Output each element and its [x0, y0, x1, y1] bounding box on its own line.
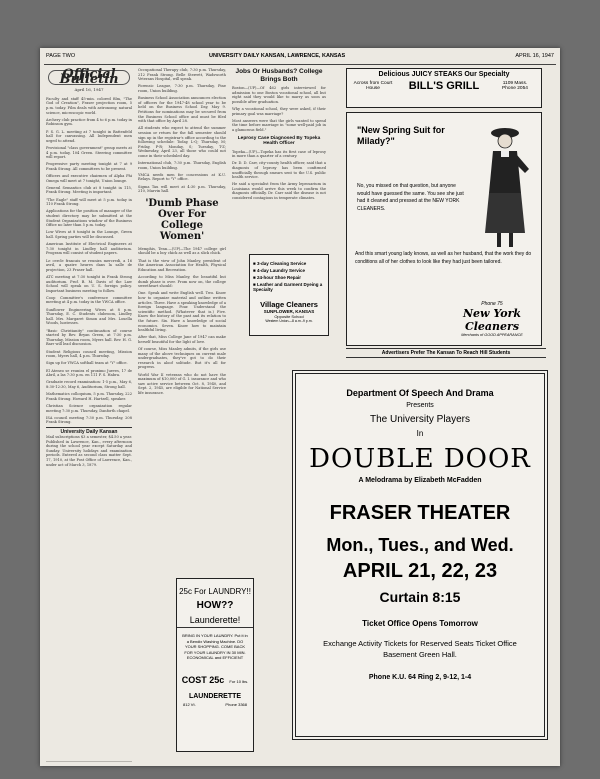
page-header: [44, 50, 556, 65]
page-date: APRIL 16, 1947: [515, 53, 554, 59]
paragraph: El Ateneo se reunira el proximo Jueves, 17 de Abril, a las 7:30 p.m. en 111 F. S. Habra.: [46, 368, 132, 378]
masthead-title: University Daily Kansan: [60, 429, 118, 436]
theater-in: In: [416, 429, 424, 438]
performance-days: Mon., Tues., and Wed.: [326, 535, 514, 555]
play-title: DOUBLE DOOR: [309, 444, 531, 474]
exchange-text: Exchange Activity Tickets for Reserved Seats Ticket Office Basement Green Hall.: [323, 639, 517, 659]
new-york-cleaners-ad: [346, 112, 542, 346]
paragraph: YMCA needs men for concessions at K.U. Relays. Report to "Y" office.: [138, 172, 226, 182]
bulletin-date: April 16, 1947: [74, 87, 104, 93]
paper-name: UNIVERSITY DAILY KANSAN, LAWRENCE, KANSAS: [209, 53, 346, 59]
curtain-time: Curtain 8:15: [379, 589, 461, 605]
bulletin-title: Official Bulletin: [48, 70, 130, 85]
cleaners-location: SUNFLOWER, KANSAS: [263, 309, 315, 314]
paragraph: Topeka—(UP)—Topeka has its first case of leprosy in more than a quarter of a century.: [232, 149, 326, 159]
cleaner-service-item: [253, 268, 325, 273]
dumb-phase-story: [138, 247, 226, 396]
paragraph: Why a vocational school, they were asked, if their primary goal was marriage?: [232, 106, 326, 116]
bullet-icon: ■: [253, 268, 257, 273]
paragraph: Most answers were that the girls wanted to spend the time before marriage in "some well-paid job in a glamorous field.": [232, 118, 326, 132]
theater-phone: Phone K.U. 64 Ring 2, 9-12, 1-4: [368, 674, 472, 681]
paragraph: Archery club practice from 4 to 6 p.m. today in Robinson gym.: [46, 117, 132, 127]
paragraph: Graduate record examination: 1-5 p.m., May 6, 8:30-12:30, May 6, Auditorium, Strong hall.: [46, 380, 132, 389]
advertisers-line: Advertisers Prefer The Kansan To Reach Hill Students: [346, 348, 546, 358]
village-cleaners-ad: [249, 254, 329, 336]
paragraph: ISA council meeting 7:30 p.m. Thursday, 208 Frank Strong.: [46, 415, 132, 425]
theater-venue: FRASER THEATER: [329, 502, 511, 524]
ticket-office: Ticket Office Opens Tomorrow: [362, 619, 478, 628]
paragraph: Of course, Miss Manley admits, if the girls use many of the above techniques on current male undergraduates, they've got to do their research in aloof solitude. But it's all for progress.: [138, 347, 226, 370]
cleaner-services: [250, 255, 328, 298]
leprosy-headline: Leprosy Case Diagnosed By Topeka Health Officer: [237, 135, 321, 147]
grill-address: 1109 Mass.: [502, 81, 528, 86]
laundry-footer-name: LAUNDERETTE: [188, 692, 242, 700]
paragraph: Business School Association announces election of officers for the 1947-48 school year to be held on the Business School Day, May 9. Petitions for nominations may be secured from the Business School office and must be filed with that office by April 28.: [138, 96, 226, 124]
paragraph: All students who expect to attend the summer session or return for the fall semester should sign up in the registrar's office according to the following schedule: Today, L-Q; Thursday, M; Friday, P-R; Monday, S; Tuesday, T-Z; Wednesday, April 23, all those who could not come in their scheduled day.: [138, 126, 226, 158]
performance-dates: APRIL 21, 22, 23: [342, 560, 498, 582]
paragraph: Officers and executive chairmen of Alpha Phi Omega will meet at 7 tonight, Union lounge.: [46, 174, 132, 183]
service-label: Leather and Garment Dyeing a Specialty: [253, 282, 323, 292]
laundry-cost: COST 25c: [181, 674, 225, 685]
theater-presents: Presents: [406, 402, 434, 409]
paragraph: According to Miss Manley, the beautiful but dumb phase is over. From now on, the college sweetheart should:: [138, 274, 226, 289]
laundry-brand: Launderette!: [189, 615, 241, 625]
theater-dept: Department Of Speech And Drama: [346, 388, 494, 398]
paragraph: Mathematics colloquium, 5 p.m. Thursday, 222 Frank Strong. Howard H. Hartzell, speaker.: [46, 392, 132, 401]
paragraph: That is the view of John Manley, president of the American Association for Health, Physical Education and Recreation.: [138, 258, 226, 272]
bullet-icon: ■: [253, 275, 257, 280]
paragraph: P. S. G. L. meeting at 7 tonight in Battenfeld hall for canvassing. All Independent men urged to attend.: [46, 129, 132, 143]
bullet-icon: ■: [253, 261, 257, 266]
grill-name: BILL'S GRILL: [408, 80, 480, 92]
laundry-cost-small: For 10 lbs.: [229, 678, 249, 684]
masthead-text: Mail subscriptions $3 a semester, $4.50 a year. Published in Lawrence, Kan., every afternoon during the school year except Saturday and Sunday. University holidays and examination periods. Entered as second class matter Sept. 17, 1910, at the Post Office of Lawrence, Kan., under act of March 3, 1879.: [46, 435, 132, 467]
nyc-headline: "New Spring Suit for Milady?": [357, 125, 445, 146]
paragraph: Forensic League, 7:30 p.m. Thursday, Pine room, Union building.: [138, 84, 226, 93]
paragraph: Sunflower Engineering Wives at 8 p.m. Thursday, E. C. Students clubroom, Lindley hall. Mrs. Margaret Simon and Mrs. Louella Woods, hostesses.: [46, 307, 132, 326]
paragraph: Boston—(UP)—Of 462 girls interviewed for admission to one Boston vocational school, all but eight said they would like to marry as soon as possible after graduation.: [232, 86, 326, 104]
grill-location: Across from Court House: [353, 81, 393, 91]
paragraph: Applications for the position of manager of the student directory may be submitted at the Student Organizations window of the Business Office no later than 5 p.m. today.: [46, 209, 132, 228]
paragraph: After that, Miss College Jane of 1947 can make herself beautiful for the light of love.: [138, 335, 226, 344]
jobs-column: [232, 68, 326, 248]
grill-phone: Phone 2054: [502, 86, 528, 91]
nyc-tag: Merchants of GOOD APPEARANCE: [461, 333, 523, 337]
page-bottom-edge: [46, 758, 132, 762]
nyc-phone: Phone 75: [481, 301, 503, 307]
paragraph: He said a specialist from the Army leprosarium in Louisiana would arrive this week to confirm the diagnosis officially. Dr. Carr said the disease is not considered contagious in temperate climates.: [232, 182, 326, 201]
laundry-price-line: 25c For LAUNDRY!!: [179, 587, 251, 596]
paragraph: One. Speak and write English well. Two. Know how to organize material and outline written articles. Three. Have a speaking knowledge of a foreign language. Four. Understand the scientific method. (Whatever that is.) Five. Know the history of the past and its relation to the future. Six. Have a knowledge of social economics. Seven. Know how to maintain healthful living.: [138, 291, 226, 333]
launderette-ad: [176, 578, 254, 752]
paragraph: Faculty and staff 45-min. colored film, "The God of Creation", Fraser projection room, 5 p.m. today. Film deals with astronomy, natural science, microscopic world.: [46, 96, 132, 115]
lady-illustration-icon: [475, 121, 535, 251]
paragraph: Memphis, Tenn.—(UP)—The 1947 college girl should be a boy chick as well as a slick chick.: [138, 246, 226, 256]
paragraph: Le cercle francais se reunira mercredi, a 16 avril, a quatre heures dans la salle de projection, 23 Fraser hall.: [46, 258, 132, 272]
page-number: PAGE TWO: [46, 53, 76, 59]
paragraph: Christian Science organization regular meeting 7:30 p.m. Thursday, Danforth chapel.: [46, 403, 132, 413]
bulletin-column: [46, 68, 132, 762]
paragraph: Dr. D. D. Carr, city-county health officer, said that a diagnosis of leprosy has been confirmed unofficially through smears sent to the U.S. public health service.: [232, 161, 326, 180]
paragraph: Coop Committee's conference committee meeting at 4 p.m. today in the YWCA office.: [46, 295, 132, 305]
paragraph: Provisional "class government" group meets at 4 p.m. today, 104 Green. Steering committee will report.: [46, 145, 132, 160]
cleaners-opposite: Opposite School: [274, 314, 304, 319]
grill-headline: Delicious JUICY STEAKS Our Specialty: [378, 71, 510, 78]
paragraph: Low Wives at 8 tonight in the Lounge, Green hall. Spring parties will be discussed.: [46, 230, 132, 239]
service-label: 3-day Cleaning Service: [256, 261, 307, 266]
paragraph: "The Eagle" staff will meet at 5 p.m. today in 110 Frank Strong.: [46, 197, 132, 207]
service-label: 4-day Laundry Service: [256, 268, 305, 273]
theater-ad: [292, 370, 548, 740]
bills-grill-ad: [346, 68, 542, 108]
laundry-address: 812 Vt.: [183, 701, 196, 707]
paragraph: World War II veterans who do not have the maximum of $10,000 of G. I. insurance and who saw active service between Oct. 8, 1940, and Sept. 2, 1945, are eligible for National Service life insurance.: [138, 372, 226, 395]
paragraph: General Semantics club at 8 tonight in 115, Frank Strong. Meeting is important.: [46, 185, 132, 195]
cleaners-name: Village Cleaners: [260, 300, 318, 309]
nyc-body1: No, you missed on that question, but anyone would have guessed the same. You see she just had it cleaned and pressed at the NEW YORK CLEANERS.: [357, 183, 464, 212]
leprosy-story: [232, 150, 326, 201]
play-subtitle: A Melodrama by Elizabeth McFadden: [358, 477, 482, 484]
paragraph: American Institute of Electrical Engineers at 7:30 tonight in Lindley hall auditorium. Program will consist of student papers.: [46, 242, 132, 256]
bulletin-items: [46, 97, 132, 425]
laundry-how: HOW??: [196, 600, 234, 611]
paragraph: Sign up for YWCA softball team at "Y" office.: [46, 361, 128, 366]
bullet-icon: ■: [253, 282, 257, 287]
paragraph: ATC meeting at 7:30 tonight in Frank Strong auditorium. Prof. B. M. Davis of the Law School will speak on U. S. foreign policy. Important business meeting to follow.: [46, 274, 132, 293]
cleaners-hours: Western Union—8 a.m.-9 p.m.: [265, 319, 313, 323]
nyc-brand: New York Cleaners: [462, 307, 521, 333]
col2-items: [138, 68, 226, 194]
cleaner-service-item: [253, 261, 325, 266]
laundry-text: BRING IN YOUR LAUNDRY. Put it in a Bendix Washing Machine. DO YOUR SHOPPING. COME BACK FOR YOUR LAUNDRY IN 30 MIN. ECONOMICAL and EFFICIENT: [182, 633, 248, 660]
cleaner-service-item: [253, 282, 325, 292]
paragraph: "Basic Christianity" continuation of course started by Rev. Bryan Green, at 7:30 p.m. Thursday, Mission room, Myers hall. Rev. H. G. Barr will lead discussion.: [46, 328, 132, 347]
laundry-phone: Phone 3368: [225, 701, 247, 707]
cleaner-service-item: [253, 275, 325, 280]
dumb-phase-headline: 'Dumb Phase Over For College Women': [145, 197, 219, 242]
paragraph: Progressive party meeting tonight at 7 at 9 Frank Strong. All committees to be present.: [46, 162, 132, 171]
nyc-body2: And this smart young lady knows, as well as her husband, that the work they do conditions all of her clothes to look like they had just been tailored.: [355, 251, 532, 265]
paragraph: Student Religious council meeting, Mission room, Myers hall, 4 p.m. Thursday.: [46, 349, 132, 359]
paragraph: Sigma Tau will meet at 4:30 p.m. Thursday, 210, Marvin hall.: [138, 184, 226, 194]
newspaper-page: [40, 48, 560, 766]
jobs-headline: Jobs Or Husbands? College Brings Both: [235, 68, 323, 83]
paragraph: Occupational Therapy club, 7:30 p.m. Thursday, 212 Frank Strong. Belle Sterrett, Wadsworth Veterans Hospital, will speak.: [138, 68, 226, 82]
theater-players: The University Players: [369, 414, 471, 425]
jobs-story: [232, 86, 326, 133]
service-label: 24-hour Shoe Repair: [256, 275, 301, 280]
paragraph: International club, 7:30 p.m. Thursday, English room, Union building.: [138, 161, 226, 170]
